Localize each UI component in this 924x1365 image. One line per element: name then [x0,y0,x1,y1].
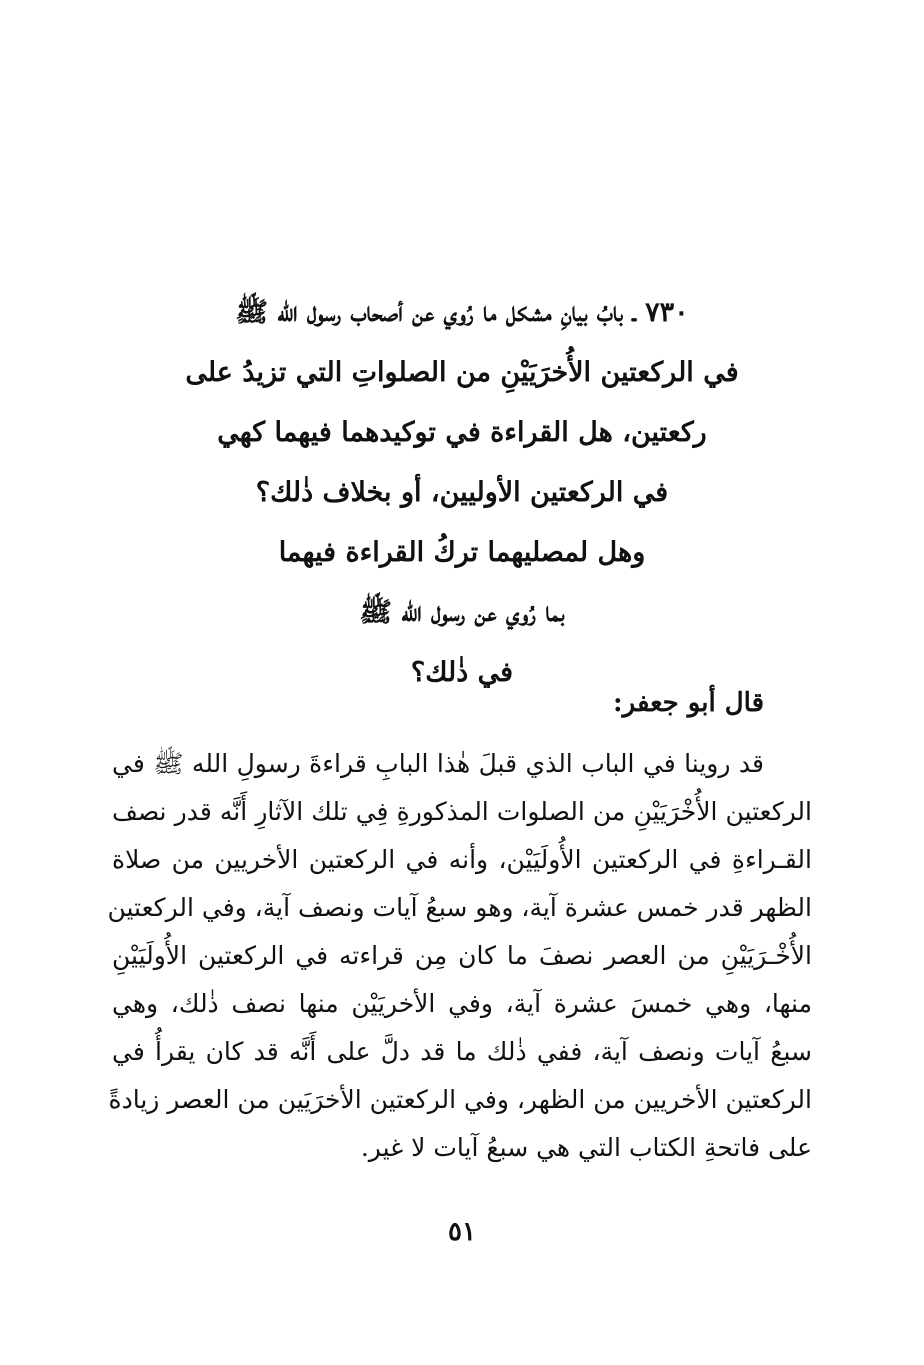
body-line: الظهر قدر خمس عشرة آية، وهو سبعُ آيات ونصف آية، وفي الركعتين [107,893,812,922]
chapter-title-line: في الركعتين الأوليين، أو بخلاف ذٰلك؟ [255,477,669,508]
chapter-title-line: وهل لمصليهما تركُ القراءة فيهما [278,537,646,568]
body-line: الأُخْـرَيَيْنِ من العصر نصفَ ما كان مِن قراءته في الركعتين الأُولَيَيْنِ [112,941,812,970]
speaker-heading: قال أبو جعفر: [613,688,764,718]
body-line: سبعُ آيات ونصف آية، ففي ذٰلك ما قد دلَّ على أَنَّه قد كان يقرأُ في [112,1037,812,1066]
body-line: القـراءةِ في الركعتين الأُولَيَيْن، وأنه في الركعتين الأخريين من صلاة [112,845,812,874]
chapter-title-line: في الركعتين الأُخرَيَيْنِ من الصلواتِ التي تزيدُ على [185,357,739,388]
page-number: ٥١ [448,1217,476,1247]
body-line: منها، وهي خمسَ عشرة آية، وفي الأخريَيْن منها نصف ذٰلك، وهي [112,989,812,1018]
body-line: الركعتين الأخريين من الظهر، وفي الركعتين الأخرَيَين من العصر زيادةً [108,1085,812,1114]
chapter-title-line: بما رُوي عن رسول الله ﷺ [359,597,565,628]
body-line: قد روينا في الباب الذي قبلَ هٰذا البابِ قراءةَ رسولِ الله ﷺ في [112,749,764,778]
chapter-title [110,283,814,703]
body-line: على فاتحةِ الكتاب التي هي سبعُ آيات لا غير. [360,1133,812,1162]
chapter-title-line: ركعتين، هل القراءة في توكيدهما فيهما كهي [217,417,707,448]
chapter-title-line: ٧٣٠ ـ بابُ بيانِ مشكل ما رُوي عن أصحاب رسول الله ﷺ [235,297,689,328]
chapter-title-line: في ذٰلك؟ [410,657,514,688]
body-line: الركعتين الأُخْرَيَيْنِ من الصلوات المذكورةِ فِي تلك الآثارِ أَنَّه قدر نصف [112,797,812,826]
body-paragraph [107,740,812,1172]
